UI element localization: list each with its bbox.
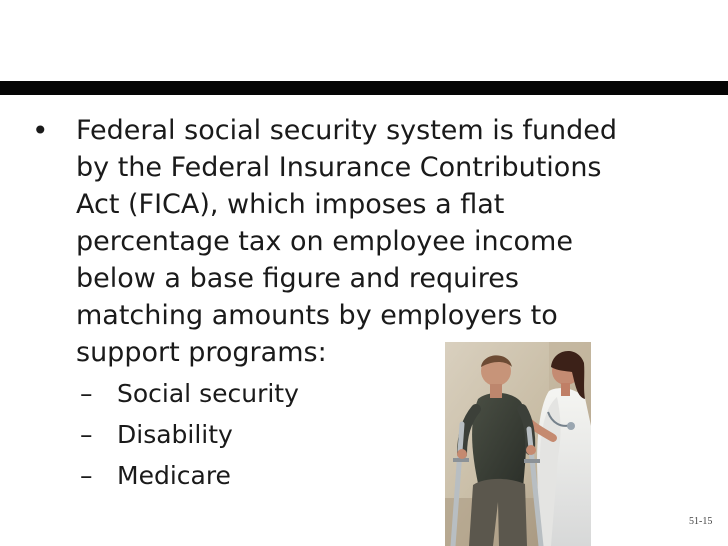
sub-bullet-dash: – xyxy=(80,379,93,408)
program-label: Disability xyxy=(117,420,233,449)
main-bullet xyxy=(32,112,672,371)
title-divider-bar xyxy=(0,81,728,95)
program-label: Medicare xyxy=(117,461,231,490)
sub-bullet-dash: – xyxy=(80,420,93,449)
program-label: Social security xyxy=(117,379,299,408)
main-bullet-text: Federal social security system is funded by the Federal Insurance Contributions Act (FICA), which imposes a flat percentage tax on employee income below a base figure and requires matching amounts by employers to support programs: xyxy=(76,115,618,368)
patient-nurse-photo xyxy=(445,342,591,546)
bullet-marker: • xyxy=(32,114,49,147)
slide-number: 51-15 xyxy=(689,516,713,527)
sub-bullet-dash: – xyxy=(80,461,93,490)
patient-with-crutches-and-nurse-illustration xyxy=(445,342,591,546)
